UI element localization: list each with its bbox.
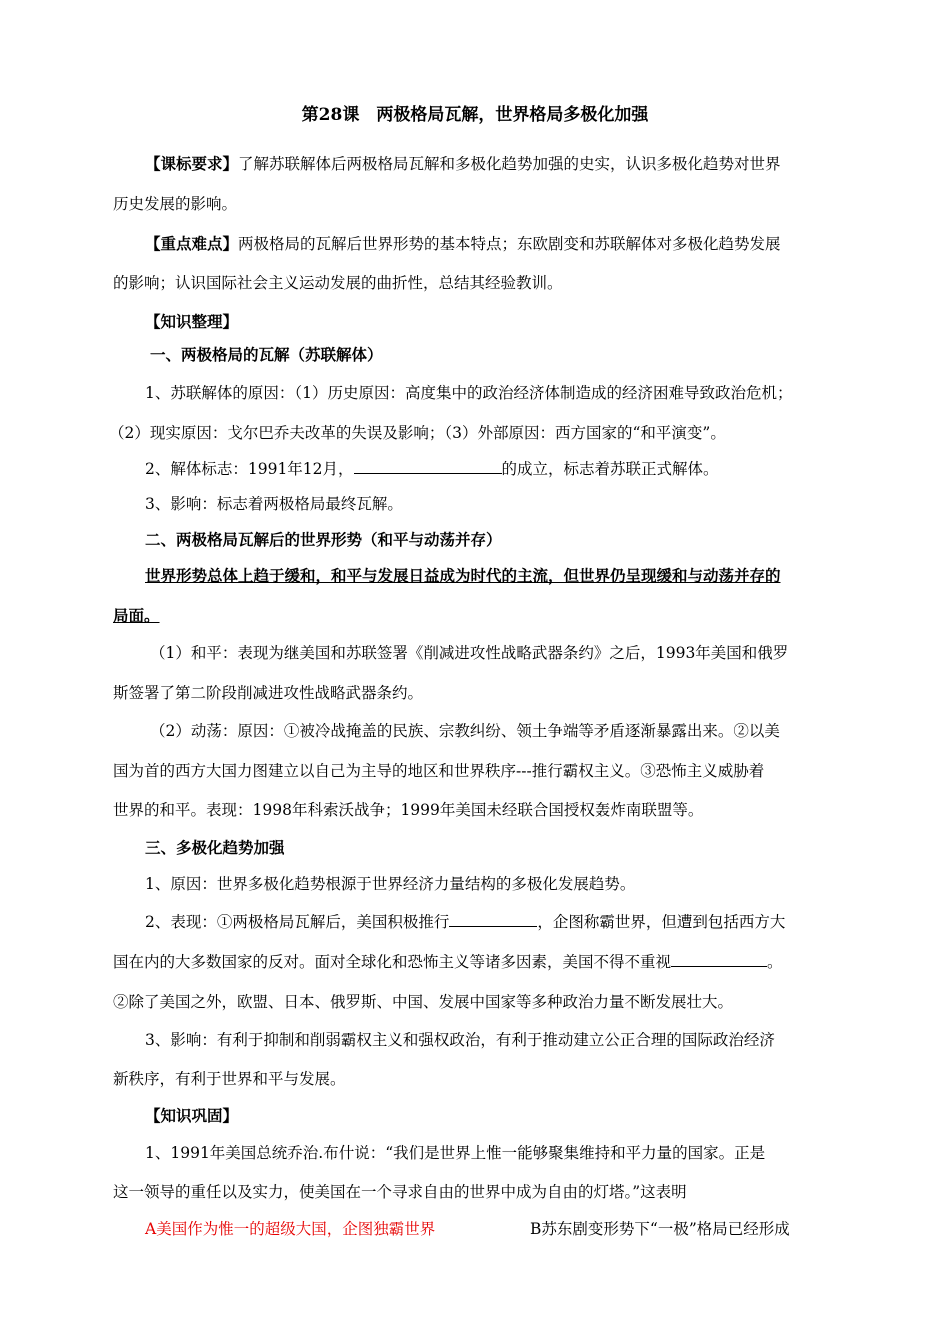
section-1-para-1a: 1、苏联解体的原因：（1）历史原因：高度集中的政治经济体制造成的经济困难导致政治危机； bbox=[145, 384, 793, 402]
fill-blank-2[interactable] bbox=[449, 912, 537, 927]
option-b: B苏东剧变形势下“一极”格局已经形成 bbox=[530, 1220, 790, 1238]
section-3-para-2a-pre: 2、表现：①两极格局瓦解后，美国积极推行 bbox=[145, 913, 450, 931]
section-2-summary-2: 局面。 bbox=[113, 606, 160, 625]
standard-requirement-label: 【课标要求】 bbox=[145, 154, 239, 173]
section-3-para-2b bbox=[113, 952, 783, 972]
section-1-para-2-post: 的成立，标志着苏联正式解体。 bbox=[501, 460, 719, 478]
consolidate-heading: 【知识巩固】 bbox=[145, 1106, 239, 1125]
section-3-heading: 三、多极化趋势加强 bbox=[145, 838, 285, 857]
section-3-para-3a: 3、影响：有利于抑制和削弱霸权主义和强权政治，有利于推动建立公正合理的国际政治经济 bbox=[145, 1031, 775, 1049]
section-2-turmoil-1: （2）动荡：原因：①被冷战掩盖的民族、宗教纠纷、领土争端等矛盾逐渐暴露出来。②以美 bbox=[150, 722, 780, 740]
section-3-para-2c: ②除了美国之外，欧盟、日本、俄罗斯、中国、发展中国家等多种政治力量不断发展壮大。 bbox=[113, 993, 734, 1011]
standard-requirement-text: 了解苏联解体后两极格局瓦解和多极化趋势加强的史实，认识多极化趋势对世界 bbox=[238, 155, 781, 173]
key-points-line-1 bbox=[145, 234, 781, 254]
question-1-line-1: 1、1991年美国总统乔治.布什说：“我们是世界上惟一能够聚集维持和平力量的国家。正是 bbox=[145, 1144, 766, 1162]
key-points-label: 【重点难点】 bbox=[145, 234, 239, 253]
section-2-summary-1: 世界形势总体上趋于缓和，和平与发展日益成为时代的主流，但世界仍呈现缓和与动荡并存的 bbox=[145, 566, 781, 585]
standard-requirement-line-2: 历史发展的影响。 bbox=[113, 195, 238, 213]
section-1-para-2-pre: 2、解体标志：1991年12月， bbox=[145, 460, 354, 478]
section-1-para-1b: （2）现实原因：戈尔巴乔夫改革的失误及影响；（3）外部原因：西方国家的“和平演变”。 bbox=[109, 424, 726, 442]
section-1-heading: 一、两极格局的瓦解（苏联解体） bbox=[150, 345, 383, 364]
section-2-peace-2: 斯签署了第二阶段削减进攻性战略武器条约。 bbox=[113, 684, 424, 702]
section-2-heading: 二、两极格局瓦解后的世界形势（和平与动荡并存） bbox=[145, 530, 502, 549]
section-3-para-2b-pre: 国在内的大多数国家的反对。面对全球化和恐怖主义等诸多因素，美国不得不重视 bbox=[113, 953, 672, 971]
section-3-para-2a-post: ，企图称霸世界，但遭到包括西方大 bbox=[537, 913, 786, 931]
section-1-para-3: 3、影响：标志着两极格局最终瓦解。 bbox=[145, 495, 403, 513]
fill-blank-3[interactable] bbox=[671, 952, 767, 967]
page-title: 第28课 两极格局瓦解，世界格局多极化加强 bbox=[301, 105, 649, 125]
section-3-para-3b: 新秩序，有利于世界和平与发展。 bbox=[113, 1070, 346, 1088]
standard-requirement-line-1 bbox=[145, 154, 781, 174]
section-3-para-2b-post: 。 bbox=[767, 953, 783, 971]
section-1-para-2 bbox=[145, 459, 719, 479]
section-3-para-1: 1、原因：世界多极化趋势根源于世界经济力量结构的多极化发展趋势。 bbox=[145, 875, 636, 893]
section-3-para-2a bbox=[145, 912, 785, 932]
section-2-turmoil-2: 国为首的西方大国力图建立以自己为主导的地区和世界秩序---推行霸权主义。③恐怖主义威胁着 bbox=[113, 762, 765, 780]
fill-blank-1[interactable] bbox=[354, 459, 502, 474]
key-points-text: 两极格局的瓦解后世界形势的基本特点；东欧剧变和苏联解体对多极化趋势发展 bbox=[238, 235, 781, 253]
key-points-line-2: 的影响；认识国际社会主义运动发展的曲折性，总结其经验教训。 bbox=[113, 274, 563, 292]
knowledge-heading: 【知识整理】 bbox=[145, 312, 239, 331]
section-2-peace-1: （1）和平：表现为继美国和苏联签署《削减进攻性战略武器条约》之后，1993年美国和俄罗 bbox=[150, 644, 789, 662]
option-a: A美国作为惟一的超级大国，企图独霸世界 bbox=[145, 1220, 436, 1238]
question-1-line-2: 这一领导的重任以及实力，使美国在一个寻求自由的世界中成为自由的灯塔。”这表明 bbox=[113, 1183, 687, 1201]
section-2-turmoil-3: 世界的和平。表现：1998年科索沃战争；1999年美国未经联合国授权轰炸南联盟等。 bbox=[113, 801, 704, 819]
